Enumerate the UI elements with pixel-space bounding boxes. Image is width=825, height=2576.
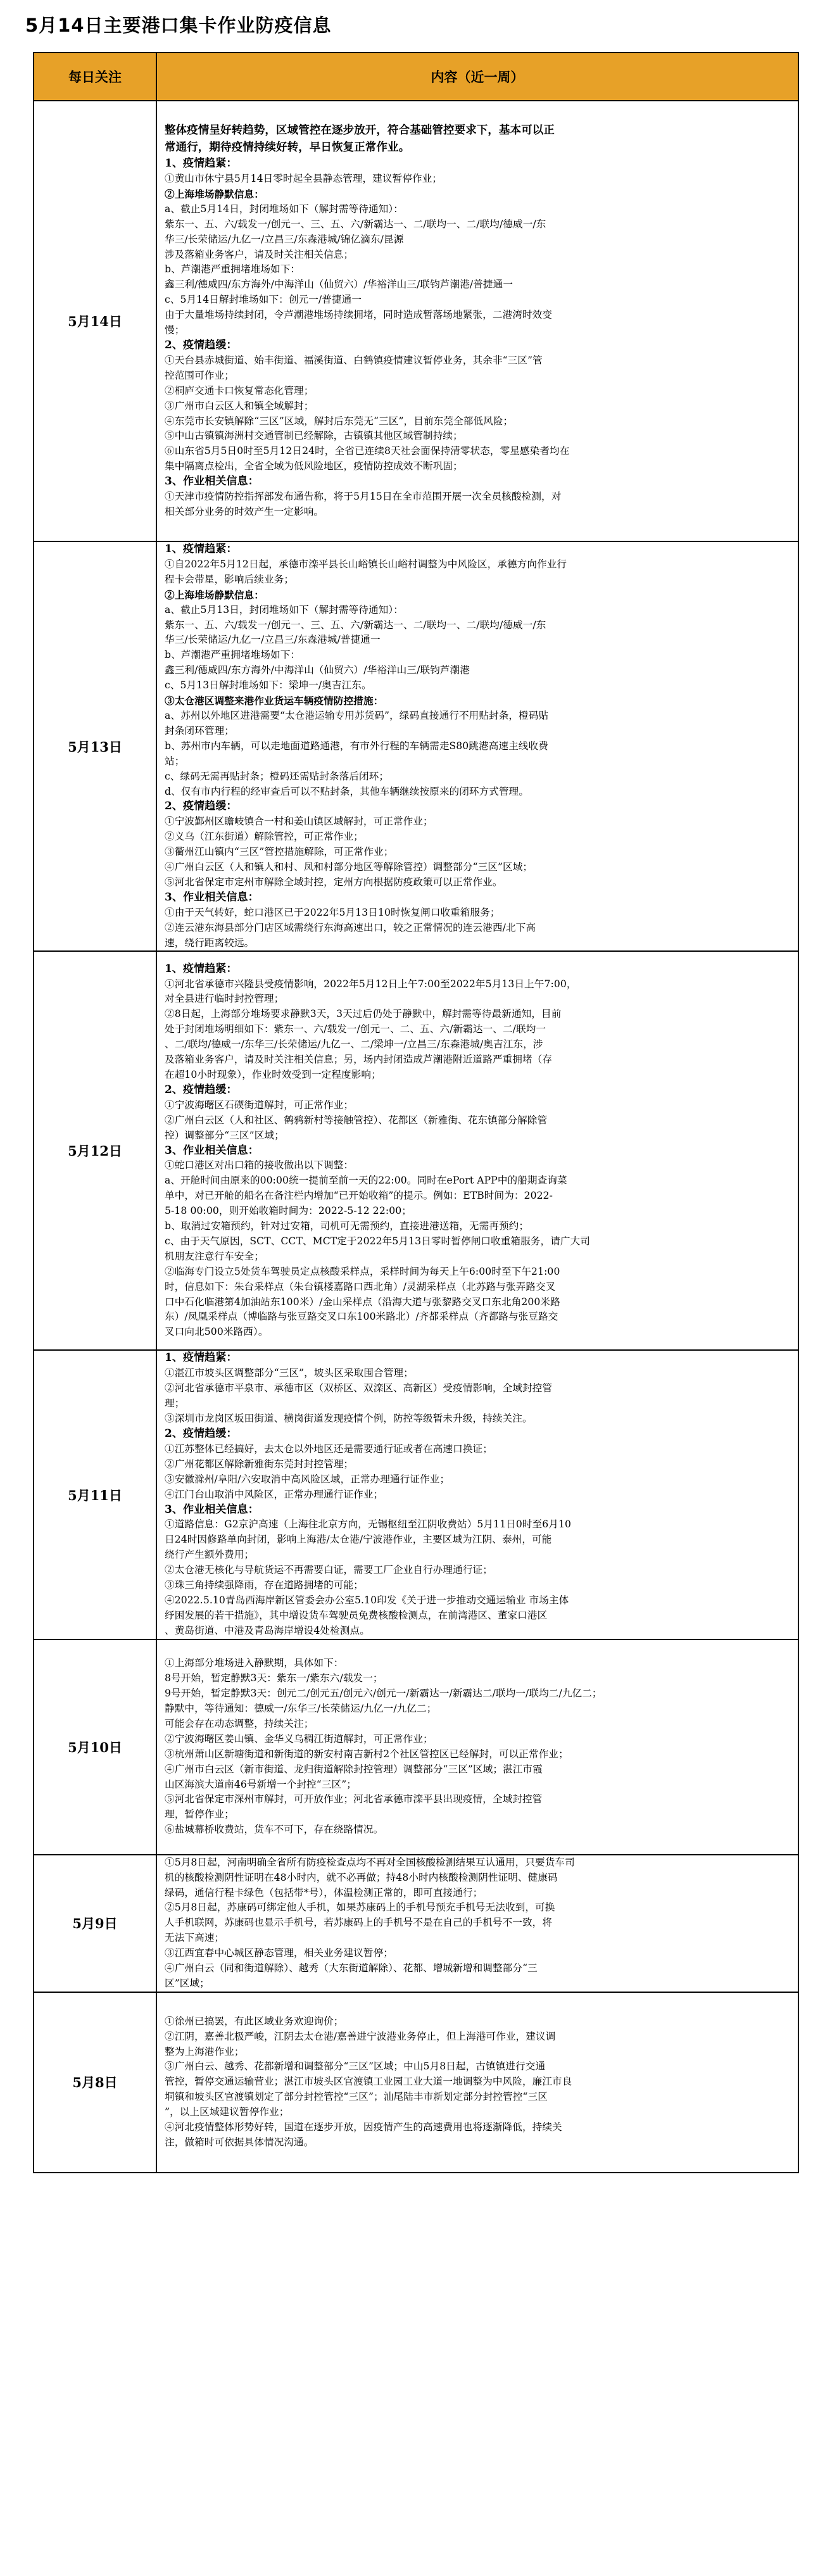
content-line: 在超10小时现象），作业时效受到一定程度影响；: [165, 1068, 381, 1080]
content-line: 单中，对已开舱的船名在备注栏内增加“已开始收箱”的提示。例如：ETB时间为：2022-: [165, 1190, 553, 1202]
section-heading: 2、疫情趋缓：: [165, 1083, 237, 1096]
content-line: 鑫三利/德威四/东方海外/中海洋山（仙贸六）/华裕洋山三/联钧芦潮港/普捷通一: [165, 279, 513, 291]
content-line: ”，以上区域建议暂停作业；: [165, 2106, 289, 2118]
content-line: 区”区域；: [165, 1977, 210, 1989]
content-line: ③广州市白云区人和镇全域解封；: [165, 400, 314, 412]
content-line: 常通行，期待疫情持续好转，早日恢复正常作业。: [165, 141, 410, 155]
content-line: b、取消过安箱预约，针对过安箱，司机可无需预约，直接进港送箱，无需再预约；: [165, 1220, 529, 1232]
section-heading: 1、疫情趋紧：: [165, 1351, 237, 1365]
content-line: c、5月13日解封堆场如下：梁坤一/奥吉江东。: [165, 679, 372, 691]
content-line: 9号开始，暂定静默3天：创元二/创元五/创元六/创元一/新霸达一/新霸达二/联均一/联均二/九亿二；: [165, 1688, 602, 1700]
content-line: ⑤河北省保定市深州市解封，可开放作业；河北省承德市滦平县出现疫情，全域封控管: [165, 1793, 543, 1805]
content-line: ①黄山市休宁县5月14日零时起全县静态管理，建议暂停作业；: [165, 173, 443, 185]
content-line: 理，暂停作业；: [165, 1809, 234, 1821]
content-line: 速，绕行距离较远。: [165, 937, 255, 949]
content-line: ③安徽滁州/阜阳/六安取消中高风险区域，正常办理通行证作业；: [165, 1473, 450, 1485]
row-date: 5月9日: [34, 1855, 156, 1992]
section-heading: 2、疫情趋缓：: [165, 339, 237, 351]
content-line: 无法下高速；: [165, 1932, 225, 1944]
header-date: 每日关注: [34, 53, 156, 101]
content-line: d、仅有市内行程的经审查后可以不贴封条，其他车辆继续按原来的闭环方式管理。: [165, 785, 529, 797]
content-line: ④2022.5.10青岛西海岸新区管委会办公室5.10印发《关于进一步推动交通运输业 市场主体: [165, 1594, 569, 1606]
content-line: ①由于天气转好，蛇口港区已于2022年5月13日10时恢复闸口收重箱服务；: [165, 906, 500, 918]
content-line: ③广州白云、越秀、花都新增和调整部分“三区”区域；中山5月8日起，古镇镇进行交通: [165, 2061, 546, 2073]
content-line: 机朋友注意行车安全；: [165, 1250, 264, 1262]
content-line: 华三/长荣储运/九亿一/立昌三/东森港城/锦亿滴东/昆源: [165, 233, 404, 245]
content-line: ②广州白云区（人和社区、鹤鸦新村等接触管控）、花都区（新雅街、花东镇部分解除管: [165, 1114, 548, 1126]
content-line: b、芦潮港严重拥堵堆场如下：: [165, 263, 301, 275]
content-line: ①江苏整体已经搞好，去太仓以外地区还是需要通行证或者在高速口换证；: [165, 1443, 493, 1455]
content-line: 程卡会带星，影响后续业务；: [165, 573, 294, 585]
content-line: ③衢州江山镇内“三区”管控措施解除，可正常作业；: [165, 846, 394, 858]
page-title: 5月14日主要港口集卡作业防疫信息: [25, 15, 332, 36]
content-line: ②江阴，嘉善北极严峻，江阴去太仓港/嘉善进宁波港业务停止，但上海港可作业，建议调: [165, 2030, 556, 2042]
section-heading: 3、作业相关信息：: [165, 890, 259, 904]
content-line: 绿码，通信行程卡绿色（包括带*号），体温检测正常的，即可直接通行；: [165, 1886, 483, 1898]
table-row: [34, 541, 798, 951]
table-header-row: [34, 53, 798, 101]
content-line: 叉口向北500米路西）。: [165, 1326, 268, 1338]
content-line: 山区海滨大道南46号新增一个封控“三区”；: [165, 1778, 356, 1790]
report-table: [33, 52, 799, 2173]
content-line: a、开舱时间由原来的00:00统一提前至前一天的22:00。同时在ePort APP中的船期查询菜: [165, 1175, 567, 1187]
content-line: 涉及落箱业务客户，请及时关注相关信息；: [165, 248, 354, 260]
section-heading: 2、疫情趋缓：: [165, 1427, 237, 1440]
row-date: 5月13日: [34, 541, 156, 951]
section-heading: 1、疫情趋紧：: [165, 962, 237, 975]
content-line: 机的核酸检测阴性证明在48小时内，就不必再做；持48小时内核酸检测阴性证明、健康码: [165, 1871, 558, 1883]
content-line: 由于大量堆场持续封闭，令芦潮港堆场持续拥堵，同时造成暂落场地紧张，二港湾时效变: [165, 309, 553, 321]
content-line: ⑤河北省保定市定州市解除全域封控，定州方向根据防疫政策可以正常作业。: [165, 876, 503, 888]
content-line: ④东莞市长安镇解除“三区”区域，解封后东莞无“三区”，目前东莞全部低风险；: [165, 415, 513, 427]
content-line: 注，做箱时可依据具体情况沟通。: [165, 2137, 314, 2149]
content-line: ①道路信息：G2京沪高速（上海往北京方向，无锡枢纽至江阴收费站）5月11日0时至6月10: [165, 1518, 572, 1531]
content-line: 紫东一、五、六/载发一/创元一、三、五、六/新霸达一、二/联均一、二/联均/德威一/东: [165, 619, 546, 631]
content-line: ②5月8日起，苏康码可绑定他人手机，如果苏康码上的手机号预充手机号无法收到，可换: [165, 1902, 555, 1914]
table-row: [34, 1350, 798, 1639]
content-line: ⑥山东省5月5日0时至5月12日24时，全省已连续8天社会面保持清零状态，零星感染者均在: [165, 445, 570, 457]
content-line: ②8日起，上海部分堆场要求静默3天，3天过后仍处于静默中，解封需等待最新通知，目前: [165, 1008, 562, 1020]
content-line: 集中隔离点检出，全省全域为低风险地区，疫情防控成效不断巩固；: [165, 460, 463, 472]
content-line: ①自2022年5月12日起，承德市滦平县长山峪镇长山峪村调整为中风险区，承德方向作业行: [165, 558, 567, 570]
content-line: 东）/凤凰采样点（博临路与张豆路交叉口东100米路北）/齐都采样点（齐都路与张豆路交: [165, 1311, 558, 1323]
content-line: 5-18 00:00，则开始收箱时间为：2022-5-12 22:00；: [165, 1205, 412, 1217]
content-line: ①天台县赤城街道、始丰街道、福溪街道、白鹤镇疫情建议暂停业务，其余非“三区”管: [165, 354, 543, 366]
row-content: [156, 1992, 798, 2173]
content-line: ①湛江市坡头区调整部分“三区”，坡头区采取围合管理；: [165, 1367, 413, 1379]
section-heading: 3、作业相关信息：: [165, 475, 259, 488]
content-line: ③杭州萧山区新塘街道和新街道的新安村南吉新村2个社区管控区已经解封，可以正常作业；: [165, 1748, 569, 1760]
row-date: 5月10日: [34, 1639, 156, 1855]
content-line: 整为上海港作业；: [165, 2045, 244, 2057]
content-line: 静默中，等待通知：德威一/东华三/长荣储运/九亿一/九亿二；: [165, 1702, 437, 1714]
content-line: ①天津市疫情防控指挥部发布通告称，将于5月15日在全市范围开展一次全员核酸检测，对: [165, 491, 562, 503]
content-line: ①宁波海曙区石碶街道解封，可正常作业；: [165, 1099, 354, 1111]
content-line: 纾困发展的若干措施》，其中增设货车驾驶员免费核酸检测点，在前湾港区、董家口港区: [165, 1609, 548, 1621]
content-line: b、芦潮港严重拥堵堆场如下：: [165, 649, 301, 661]
content-line: ④广州白云（同和街道解除）、越秀（大东街道解除）、花都、增城新增和调整部分“三: [165, 1962, 538, 1974]
content-line: 、黄岛街道、中港及青岛海岸增设4处检测点。: [165, 1624, 370, 1636]
content-line: ②太仓港无核化与导航货运不再需要白证，需要工厂企业自行办理通行证；: [165, 1564, 493, 1576]
content-line: ①徐州已搞罢，有此区域业务欢迎询价；: [165, 2015, 344, 2027]
content-line: 可能会存在动态调整，持续关注；: [165, 1717, 314, 1729]
content-line: 8号开始，暂定静默3天：紫东一/紫东六/载发一；: [165, 1672, 383, 1684]
row-date: 5月11日: [34, 1350, 156, 1639]
content-line: ①上海部分堆场进入静默期，具体如下：: [165, 1657, 344, 1669]
table-row: [34, 1639, 798, 1855]
content-line: ②宁波海曙区姜山镇、金华义乌稠江街道解封，可正常作业；: [165, 1733, 433, 1745]
header-content: 内容（近一周）: [156, 53, 798, 101]
content-line: 绕行产生额外费用；: [165, 1549, 255, 1561]
content-line: a、截止5月13日，封闭堆场如下（解封需等待通知）：: [165, 603, 403, 616]
content-line: 日24时因修路单向封闭，影响上海港/太仓港/宁波港作业，主要区域为江阴、泰州，可能: [165, 1534, 552, 1546]
table-row: [34, 1992, 798, 2173]
content-line: 紫东一、五、六/载发一/创元一、三、五、六/新霸达一、二/联均一、二/联均/德威一/东: [165, 218, 546, 230]
content-line: ⑥盐城幕桥收费站，货车不可下，存在绕路情况。: [165, 1824, 384, 1836]
section-heading: 2、疫情趋缓：: [165, 800, 237, 813]
row-content: [156, 541, 798, 951]
content-line: 理；: [165, 1398, 185, 1410]
content-line: ③太仓港区调整来港作业货运车辆疫情防控措施：: [165, 695, 384, 707]
content-line: ②广州花都区解除新雅街东莞封封控管理；: [165, 1458, 354, 1470]
table-row: [34, 1855, 798, 1992]
content-line: 封条闭环管理；: [165, 724, 234, 736]
content-line: 鑫三利/德威四/东方海外/中海洋山（仙贸六）/华裕洋山三/联钧芦潮港: [165, 664, 470, 676]
content-line: 相关部分业务的时效产生一定影响。: [165, 505, 324, 517]
content-line: c、绿码无需再贴封条；橙码还需贴封条落后闭环；: [165, 770, 389, 782]
content-line: 对全县进行临时封控管理；: [165, 993, 284, 1005]
content-line: ③江西宜春中心城区静态管理，相关业务建议暂停；: [165, 1947, 393, 1959]
content-line: ③珠三角持续强降雨，存在道路拥堵的可能；: [165, 1579, 363, 1591]
content-line: c、由于天气原因，SCT、CCT、MCT定于2022年5月13日零时暂停闸口收重箱服务，请广大司: [165, 1235, 590, 1247]
content-line: ①河北省承德市兴隆县受疫情影响，2022年5月12日上午7:00至2022年5月13日上午7:00，: [165, 978, 577, 990]
content-line: ④江门台山取消中风险区，正常办理通行证作业；: [165, 1488, 384, 1500]
content-line: ④河北疫情整体形势好转，国道在逐步开放，因疫情产生的高速费用也将逐渐降低，持续关: [165, 2121, 562, 2133]
row-content: [156, 1350, 798, 1639]
content-line: 处于封闭堆场明细如下：紫东一、六/载发一/创元一、二、五、六/新霸达一、二/联均一: [165, 1023, 546, 1035]
content-line: ②临海专门设立5处货车驾驶员定点核酸采样点，采样时间为每天上午6:00时至下午21:00: [165, 1265, 560, 1277]
row-content: [156, 951, 798, 1350]
content-line: 控）调整部分“三区”区域；: [165, 1129, 284, 1141]
row-date: 5月12日: [34, 951, 156, 1350]
content-line: c、5月14日解封堆场如下：创元一/普捷通一: [165, 294, 362, 306]
content-line: 及落箱业务客户，请及时关注相关信息；另，场内封闭造成芦潮港附近道路严重拥堵（存: [165, 1054, 553, 1066]
content-line: ②义乌（江东街道）解除管控，可正常作业；: [165, 831, 363, 843]
content-line: ②连云港东海县部分门店区域需绕行东海高速出口，较之正常情况的连云港西/北下高: [165, 921, 536, 933]
section-heading: 3、作业相关信息：: [165, 1503, 259, 1516]
content-line: ①蛇口港区对出口箱的接收做出以下调整：: [165, 1159, 354, 1171]
content-line: ④广州白云区（人和镇人和村、凤和村部分地区等解除管控）调整部分“三区”区域；: [165, 861, 533, 873]
row-content: [156, 1855, 798, 1992]
content-line: ③深圳市龙岗区坂田街道、横岗街道发现疫情个例，防控等级暂未升级，持续关注。: [165, 1413, 532, 1425]
section-heading: 1、疫情趋紧：: [165, 543, 237, 555]
section-heading: 3、作业相关信息：: [165, 1144, 259, 1157]
row-date: 5月8日: [34, 1992, 156, 2173]
content-line: ②上海堆场静默信息：: [165, 588, 264, 601]
section-heading: 1、疫情趋紧：: [165, 157, 237, 170]
content-line: a、截止5月14日，封闭堆场如下（解封需等待通知）：: [165, 203, 403, 215]
row-content: [156, 1639, 798, 1855]
content-line: 口中石化临港第4加油站东100米）/金山采样点（沿海大道与张黎路交叉口东北角200米路: [165, 1296, 560, 1308]
content-line: ⑤中山古镇镇海洲村交通管制已经解除，古镇镇其他区域管制持续；: [165, 430, 463, 442]
content-line: 站；: [165, 755, 185, 767]
content-line: a、苏州以外地区进港需要“太仓港运输专用苏货码”，绿码直接通行不用贴封条，橙码贴: [165, 709, 549, 721]
table-row: [34, 101, 798, 541]
content-line: 整体疫情呈好转趋势，区域管控在逐步放开，符合基础管控要求下，基本可以正: [165, 124, 555, 137]
table-row: [34, 951, 798, 1350]
content-line: 时，信息如下：朱台采样点（朱台镇楼嘉路口西北角）/灵湖采样点（北苏路与张弄路交叉: [165, 1280, 556, 1292]
content-line: ②上海堆场静默信息：: [165, 187, 264, 200]
row-content: [156, 101, 798, 541]
content-line: ①宁波鄞州区瞻岐镇合一村和姜山镇区域解封，可正常作业；: [165, 816, 433, 828]
content-line: ②河北省承德市平泉市、承德市区（双桥区、双滦区、高新区）受疫情影响，全域封控管: [165, 1382, 553, 1394]
content-line: b、苏州市内车辆，可以走地面道路通港，有市外行程的车辆需走S80跳港高速主线收费: [165, 740, 548, 752]
content-line: 慢；: [165, 324, 185, 336]
content-line: 人手机联网，苏康码也显示手机号，若苏康码上的手机号不是在自己的手机号不一致，将: [165, 1917, 553, 1929]
content-line: ①5月8日起，河南明确全省所有防疫检查点均不再对全国核酸检测结果互认通用，只要货车司: [165, 1856, 575, 1868]
content-line: 、二/联均/德威一/东华三/长荣储运/九亿一、二/梁坤一/立昌三/东森港城/奥吉江东，涉: [165, 1039, 543, 1051]
content-line: ④广州市白云区（新市街道、龙归街道解除封控管理）调整部分“三区”区域；湛江市霞: [165, 1763, 543, 1775]
content-line: 垌镇和坡头区官渡镇划定了部分封控管控“三区”；汕尾陆丰市新划定部分封控管控“三区: [165, 2091, 548, 2103]
row-date: 5月14日: [34, 101, 156, 541]
content-line: 华三/长荣储运/九亿一/立昌三/东森港城/普捷通一: [165, 634, 381, 646]
content-line: 控范围可作业；: [165, 369, 234, 381]
content-line: 管控，暂停交通运输营业；湛江市坡头区官渡镇工业园工业大道一地调整为中风险，廉江市良: [165, 2076, 572, 2088]
content-line: ②桐庐交通卡口恢复常态化管理；: [165, 384, 314, 396]
